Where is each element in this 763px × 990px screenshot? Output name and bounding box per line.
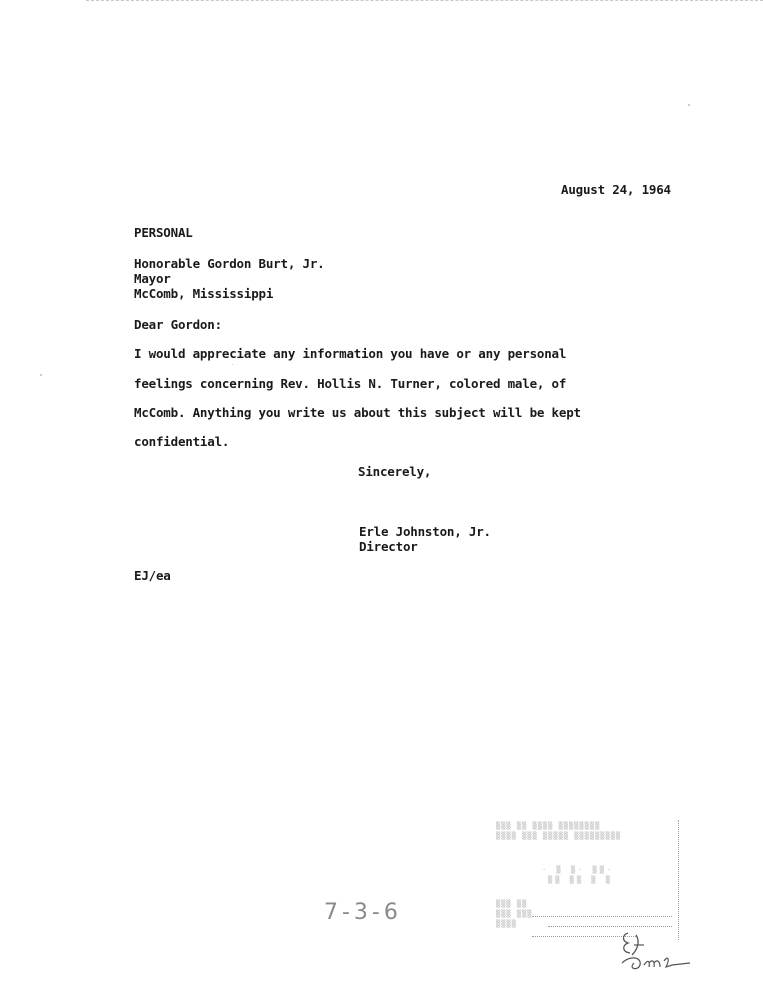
recipient-title: Mayor: [134, 271, 171, 286]
body-line: confidential.: [134, 434, 230, 449]
personal-marking: PERSONAL: [134, 225, 193, 240]
faded-received-stamp: ▒▒▒ ▒▒ ▒▒▒▒ ▒▒▒▒▒▒▒▒ ▒▒▒▒ ▒▒▒ ▒▒▒▒▒ ▒▒▒▒▒▒▒▒▒ · ▒ ▒· ▒▒· ▒▒ ▒▒ ▒ ▒ ▒▒▒ ▒▒ ▒▒▒ ▒▒▒ ▒▒▒▒: [492, 818, 684, 946]
body-line: I would appreciate any information you have or any personal: [134, 346, 567, 361]
page-top-edge: [86, 0, 763, 1]
signer-title: Director: [359, 539, 418, 554]
scan-speck: [232, 364, 233, 365]
handwritten-file-number: 7-3-6: [324, 900, 402, 925]
reference-initials: EJ/ea: [134, 568, 171, 583]
letter-date: August 24, 1964: [561, 182, 671, 197]
scan-speck: [688, 104, 690, 106]
recipient-name: Honorable Gordon Burt, Jr.: [134, 256, 325, 271]
recipient-location: McComb, Mississippi: [134, 286, 274, 301]
closing: Sincerely,: [358, 464, 432, 479]
scan-speck: [40, 374, 42, 376]
signer-name: Erle Johnston, Jr.: [359, 524, 491, 539]
body-line: McComb. Anything you write us about this subject will be kept: [134, 405, 581, 420]
handwritten-initials: [618, 925, 696, 973]
salutation: Dear Gordon:: [134, 317, 222, 332]
body-line: feelings concerning Rev. Hollis N. Turner, colored male, of: [134, 376, 567, 391]
